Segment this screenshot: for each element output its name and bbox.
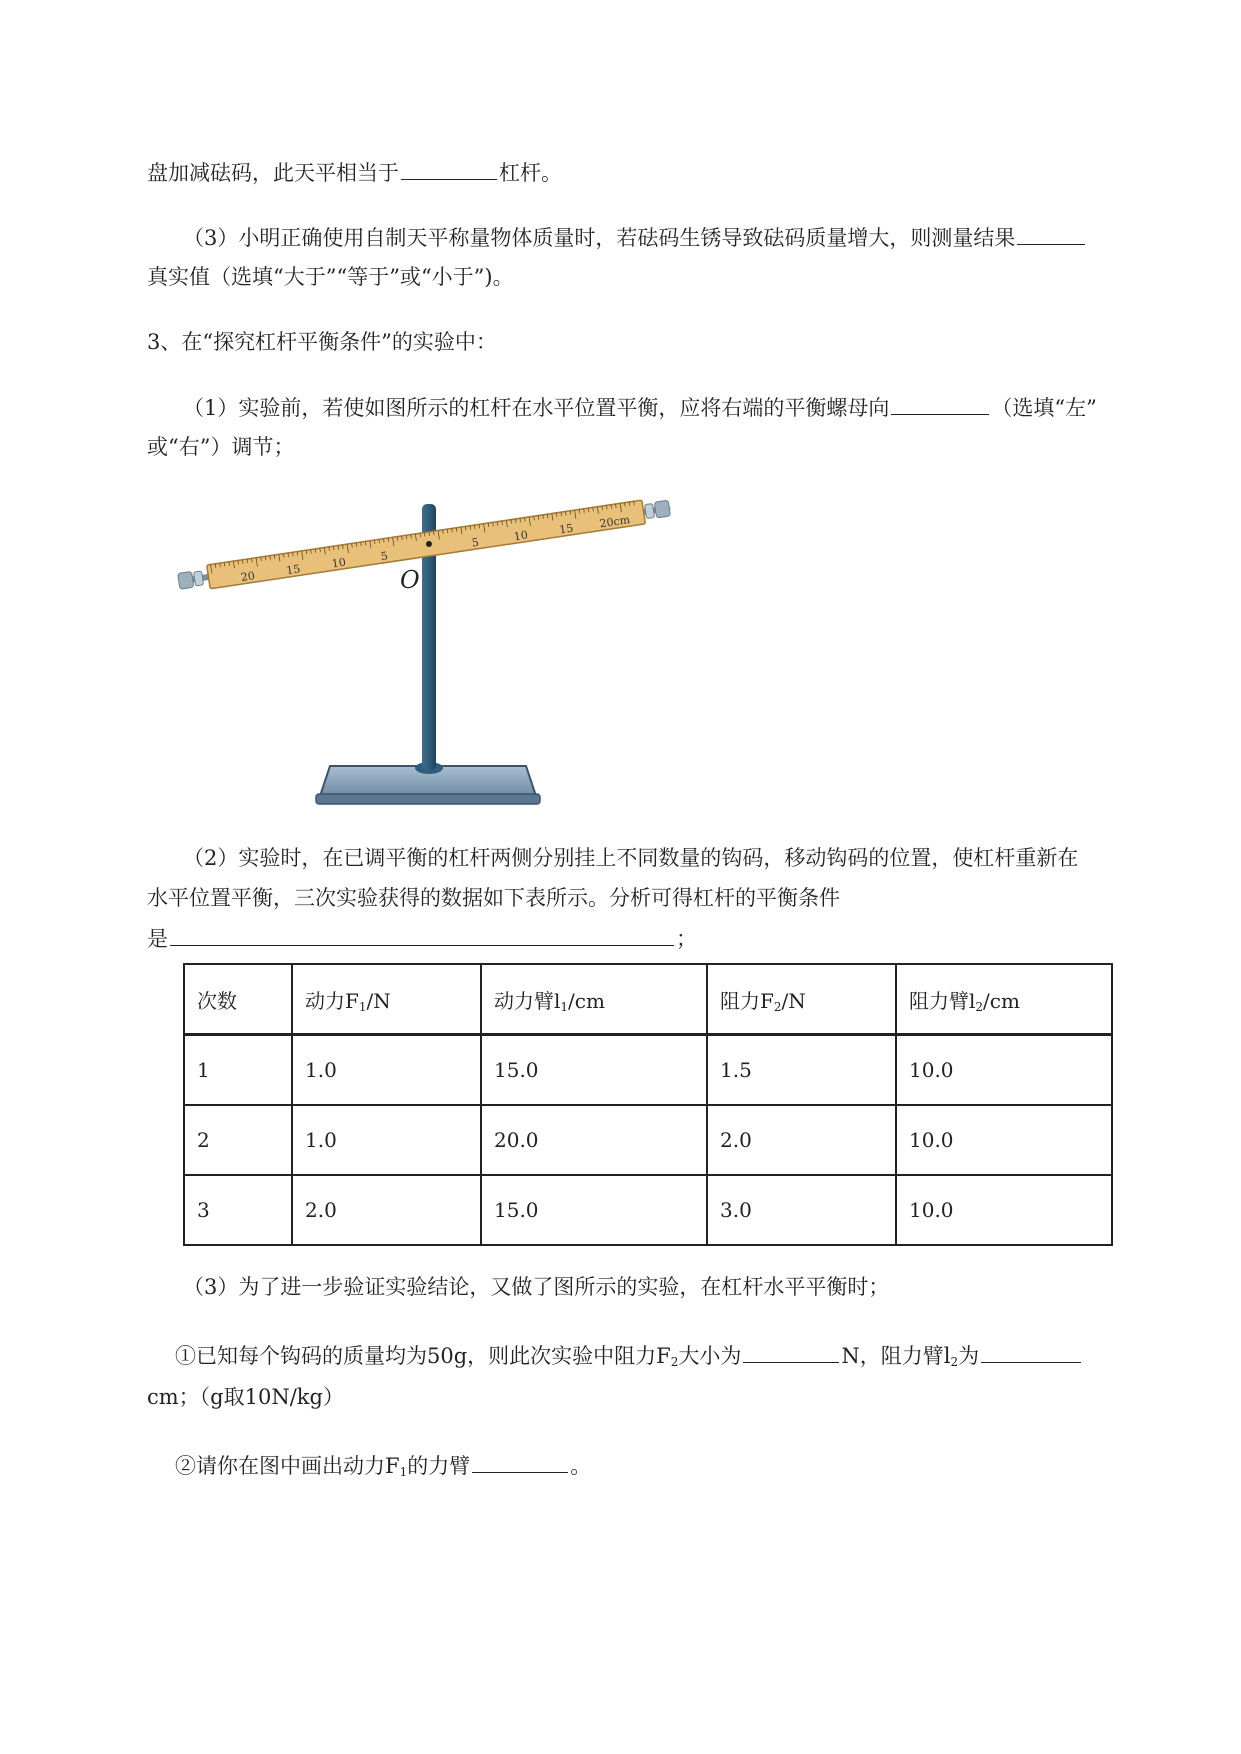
text-line: [175, 1450, 591, 1487]
answer-blank[interactable]: [981, 1340, 1081, 1363]
table-cell: 1: [184, 1035, 292, 1106]
answer-blank[interactable]: [743, 1340, 839, 1363]
text-line: [147, 1382, 344, 1412]
ruler-label: 20: [239, 569, 256, 585]
pivot-label: O: [400, 566, 420, 594]
data-table: [183, 963, 1113, 1246]
table-header-cell: 阻力$F_2/N$: [707, 964, 896, 1035]
subscript: 2: [670, 1355, 679, 1369]
answer-blank[interactable]: [891, 392, 989, 415]
table-cell: 3: [184, 1175, 292, 1245]
ruler-label: 5: [470, 535, 480, 550]
table-cell: 1.0: [292, 1105, 481, 1175]
question-heading: [147, 327, 497, 357]
question-text: （3）为了进一步验证实验结论，又做了图所示的实验，在杠杆水平平衡时；: [183, 1275, 890, 1299]
question-text: （3）小明正确使用自制天平称量物体质量时，若砝码生锈导致砝码质量增大，则测量结果: [183, 226, 1016, 250]
ruler-label: 20cm: [598, 513, 631, 531]
question-text: ；: [676, 927, 697, 951]
table-cell: 1.5: [707, 1035, 896, 1106]
table-cell: 3.0: [707, 1175, 896, 1245]
table-header-cell: 动力$F_1/N$: [292, 964, 481, 1035]
question-text: 水平位置平衡，三次实验获得的数据如下表所示。分析可得杠杆的平衡条件: [147, 886, 840, 910]
answer-blank[interactable]: [401, 157, 497, 180]
ruler-label: 5: [379, 549, 389, 564]
text-line: [183, 392, 1097, 423]
table-cell: 10.0: [896, 1105, 1112, 1175]
subscript: 1: [399, 1465, 408, 1479]
lever-figure: [170, 496, 690, 806]
text-line: [147, 262, 514, 292]
text-line: [147, 883, 840, 913]
question-text: ①已知每个钩码的质量均为50g，则此次实验中阻力F: [175, 1344, 671, 1368]
table-cell: 15.0: [481, 1175, 707, 1245]
text-line: [175, 1340, 1083, 1377]
table-cell: 15.0: [481, 1035, 707, 1106]
question-text: 3、在“探究杠杆平衡条件”的实验中：: [147, 330, 497, 354]
ruler-label: 15: [285, 562, 302, 578]
question-text: 的力臂: [407, 1454, 471, 1478]
subscript: 2: [950, 1355, 959, 1369]
table-row: [184, 1035, 1112, 1106]
table-cell: 2.0: [292, 1175, 481, 1245]
answer-blank[interactable]: [170, 923, 674, 946]
text-line: [183, 1272, 889, 1302]
answer-blank[interactable]: [1017, 222, 1085, 245]
question-text: cm；（g取10N/kg）: [147, 1385, 344, 1409]
text-line: [147, 157, 562, 188]
ruler-label: 15: [558, 521, 575, 537]
text-line: [147, 432, 294, 462]
question-text: 盘加减砝码，此天平相当于: [147, 161, 399, 185]
answer-blank[interactable]: [472, 1450, 568, 1473]
question-text: （选填“左”: [991, 396, 1097, 420]
table-cell: 10.0: [896, 1035, 1112, 1106]
question-text: 真实值（选填“大于”“等于”或“小于”)。: [147, 265, 514, 289]
table-header-cell: 阻力臂$l_2/cm$: [896, 964, 1112, 1035]
table-cell: 20.0: [481, 1105, 707, 1175]
table-row: [184, 1175, 1112, 1245]
table-header-cell: 动力臂$l_1/cm$: [481, 964, 707, 1035]
table-row: [184, 1105, 1112, 1175]
question-text: 或“右”）调节；: [147, 435, 295, 459]
table-cell: 1.0: [292, 1035, 481, 1106]
table-cell: 2.0: [707, 1105, 896, 1175]
table-cell: 2: [184, 1105, 292, 1175]
question-text: （2）实验时，在已调平衡的杠杆两侧分别挂上不同数量的钩码，移动钩码的位置，使杠杆重新在: [183, 846, 1079, 870]
table-header-cell: 次数: [184, 964, 292, 1035]
question-text: （1）实验前，若使如图所示的杠杆在水平位置平衡，应将右端的平衡螺母向: [183, 396, 890, 420]
question-text: 杠杆。: [499, 161, 562, 185]
question-text: 。: [570, 1454, 592, 1478]
text-line: [183, 222, 1087, 253]
table-cell: 10.0: [896, 1175, 1112, 1245]
question-text: 是: [147, 927, 168, 951]
ruler-label: 10: [512, 528, 529, 544]
lever-illustration: [170, 496, 690, 806]
table-header-row: [184, 964, 1112, 1035]
text-line: [147, 923, 697, 954]
text-line: [183, 843, 1078, 873]
question-text: N，阻力臂l: [841, 1344, 951, 1368]
question-text: 大小为: [678, 1344, 742, 1368]
question-text: 为: [958, 1344, 980, 1368]
ruler-label: 10: [330, 555, 347, 571]
question-text: ②请你在图中画出动力F: [175, 1454, 400, 1478]
